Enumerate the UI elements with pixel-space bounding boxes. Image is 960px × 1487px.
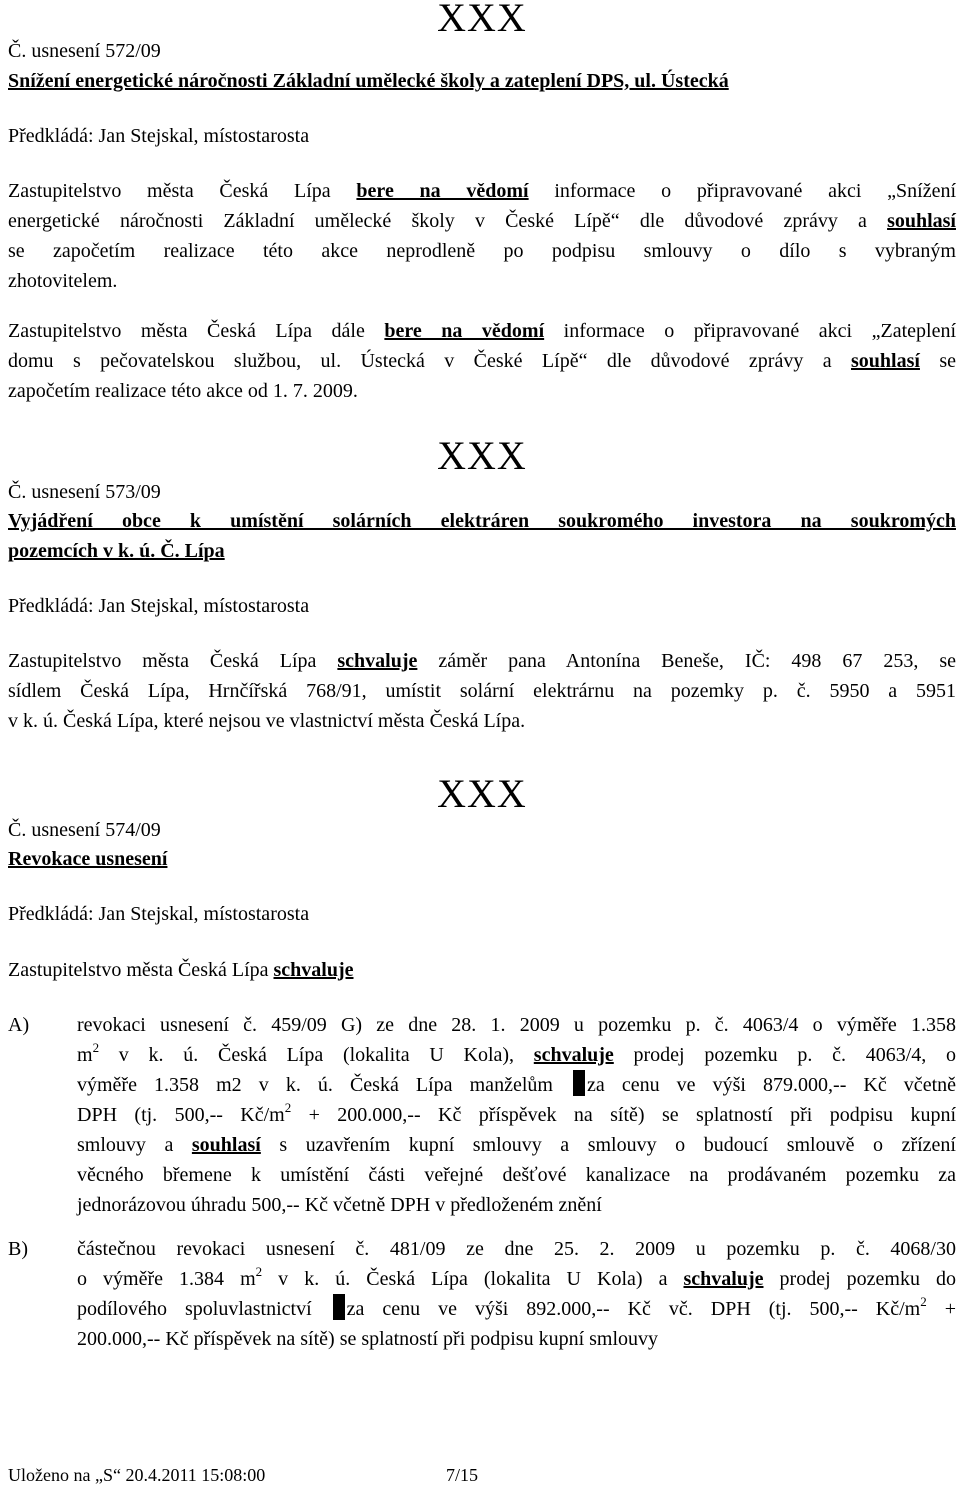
- item-body: revokaci usnesení č. 459/09 G) ze dne 28. 1. 2009 u pozemku p. č. 4063/4 o výměře 1.358 $m^2$ v k. ú. Česká Lípa (lokalita U Kola), schvaluje prodej pozemku p. č. 4063/4, o výměře 1.358 m2 v k. ú. Česká Lípa manželům za cenu ve výši 879.000,-- Kč včetně DPH (tj. 500,-- $Kč/m^2 + 200.000,--$ Kč příspěvek na sítě) se splatností při podpisu kupní smlouvy a souhlasí s uzavřením kupní smlouvy a smlouvy o budoucí smlouvě o zřízení věcného břemene k umístění části veřejné dešťové kanalizace na prodávaném pozemku za jednorázovou úhradu 500,-- Kč včetně DPH v předloženém znění: [77, 1014, 956, 1216]
- presenter-line: Předkládá: Jan Stejskal, místostarosta: [8, 903, 310, 925]
- resolution-title: Vyjádření obce k umístění solárních elektráren soukromého investora na soukromých pozemcích v k. ú. Č. Lípa: [8, 510, 956, 562]
- resolution-number: Č. usnesení 573/09: [8, 481, 161, 503]
- section-separator: XXX: [437, 0, 527, 40]
- presenter-line: Předkládá: Jan Stejskal, místostarosta: [8, 595, 310, 617]
- action-verb: souhlasí: [851, 350, 920, 372]
- resolution-paragraph: Zastupitelstvo města Česká Lípa dále bere na vědomí informace o připravované akci „Zateplení domu s pečovatelskou službou, ul. Ústecká v České Lípě“ dle důvodové zprávy a souhlasí se započetím realizace této akce od 1. 7. 2009.: [8, 320, 957, 402]
- presenter-line: Předkládá: Jan Stejskal, místostarosta: [8, 125, 310, 147]
- action-verb: schvaluje: [533, 1044, 614, 1066]
- resolution-paragraph: Zastupitelstvo města Česká Lípa bere na vědomí informace o připravované akci „Snížení energetické náročnosti Základní umělecké školy v České Lípě“ dle důvodové zprávy a souhlasí se započetím realizace této akce neprodleně po podpisu smlouvy o dílo s vybraným zhotovitelem.: [8, 180, 957, 292]
- resolution-title: Revokace usnesení: [8, 848, 168, 870]
- action-verb: bere na vědomí: [356, 180, 529, 202]
- section-separator: XXX: [437, 771, 527, 816]
- action-verb: schvaluje: [683, 1268, 764, 1290]
- action-verb: schvaluje: [337, 650, 418, 672]
- resolution-number: Č. usnesení 572/09: [8, 40, 161, 62]
- redaction-mark: [573, 1070, 585, 1096]
- action-verb: souhlasí: [887, 210, 956, 232]
- resolution-paragraph: Zastupitelstvo města Česká Lípa schvaluje záměr pana Antonína Beneše, IČ: 498 67 253, se sídlem Česká Lípa, Hrnčířská 768/91, umístit solární elektrárnu na pozemky p. č. 5950 a 5951 v k. ú. Česká Lípa, které nejsou ve vlastnictví města Česká Lípa.: [8, 650, 956, 732]
- resolution-number: Č. usnesení 574/09: [8, 819, 161, 841]
- redaction-mark: [333, 1294, 345, 1320]
- action-verb: schvaluje: [273, 959, 354, 981]
- item-label: A): [8, 1014, 30, 1036]
- item-label: B): [8, 1238, 28, 1260]
- page-footer: [8, 1464, 479, 1486]
- action-verb: souhlasí: [191, 1134, 261, 1156]
- page-number: 7/15: [446, 1465, 479, 1485]
- section-separator: XXX: [437, 433, 527, 478]
- item-body: částečnou revokaci usnesení č. 481/09 ze dne 25. 2. 2009 u pozemku p. č. 4068/30 o výměře 1.384 $m^2$ v k. ú. Česká Lípa (lokalita U Kola) a schvaluje prodej pozemku do podílového spoluvlastnictví za cenu ve výši 892.000,-- Kč vč. DPH (tj. 500,-- $Kč/m^2$ + 200.000,-- Kč příspěvek na sítě) se splatností při podpisu kupní smlouvy: [77, 1238, 957, 1350]
- saved-timestamp: Uloženo na „S“ 20.4.2011 15:08:00: [8, 1465, 266, 1485]
- resolution-intro: Zastupitelstvo města Česká Lípa schvaluje: [8, 959, 354, 981]
- resolution-title: Snížení energetické náročnosti Základní umělecké školy a zateplení DPS, ul. Ústecká: [8, 70, 729, 92]
- action-verb: bere na vědomí: [384, 320, 545, 342]
